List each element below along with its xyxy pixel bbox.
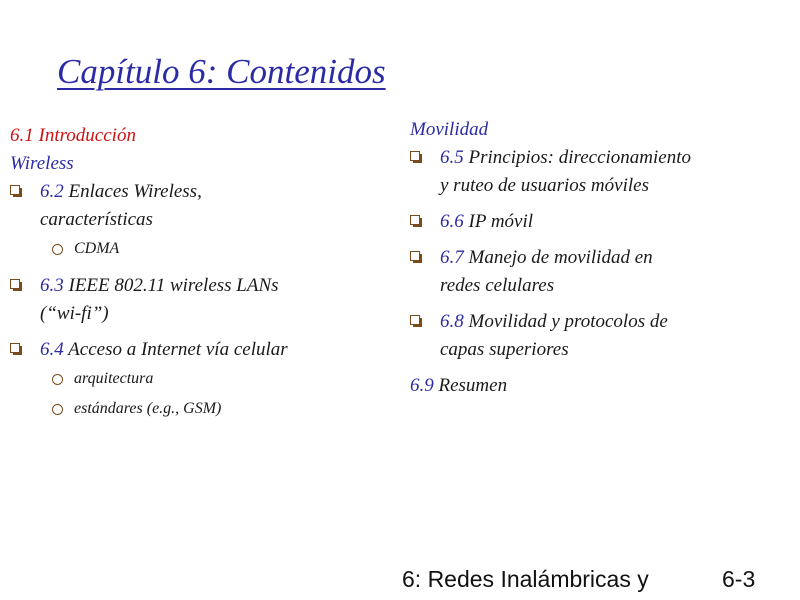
item-text: Manejo de movilidad en bbox=[468, 247, 653, 268]
footer-chapter: 6: Redes Inalámbricas y bbox=[402, 566, 649, 592]
item-number: 6.5 bbox=[440, 147, 464, 168]
list-item-6-6 bbox=[410, 208, 790, 236]
sub-item bbox=[10, 364, 390, 394]
summary-number: 6.9 bbox=[410, 375, 434, 396]
item-text-cont: capas superiores bbox=[440, 339, 569, 360]
checkbox-bullet-icon bbox=[410, 151, 420, 161]
sub-item-label: arquitectura bbox=[74, 370, 154, 387]
list-item-6-5 bbox=[410, 144, 790, 200]
sub-item-label: CDMA bbox=[74, 240, 120, 257]
item-text: Principios: direccionamiento bbox=[468, 147, 691, 168]
checkbox-bullet-icon bbox=[410, 251, 420, 261]
item-number: 6.7 bbox=[440, 247, 464, 268]
item-text-cont: y ruteo de usuarios móviles bbox=[440, 175, 649, 196]
left-column bbox=[10, 122, 390, 424]
checkbox-bullet-icon bbox=[10, 343, 20, 353]
list-item-6-8 bbox=[410, 308, 790, 364]
item-text: Acceso a Internet vía celular bbox=[68, 339, 288, 360]
sub-item-label: estándares (e.g., GSM) bbox=[74, 400, 222, 417]
checkbox-bullet-icon bbox=[10, 279, 20, 289]
list-item-6-2 bbox=[10, 178, 390, 234]
circle-bullet-icon bbox=[52, 374, 63, 385]
item-number: 6.3 bbox=[40, 275, 64, 296]
list-item-6-3 bbox=[10, 272, 390, 328]
list-item-6-4 bbox=[10, 336, 390, 364]
footer-page-number: 6-3 bbox=[722, 566, 756, 592]
circle-bullet-icon bbox=[52, 404, 63, 415]
list-item-6-7 bbox=[410, 244, 790, 300]
sub-item bbox=[10, 234, 390, 264]
item-text-cont: (“wi-fi”) bbox=[40, 303, 109, 324]
item-text: IEEE 802.11 wireless LANs bbox=[68, 275, 279, 296]
item-number: 6.8 bbox=[440, 311, 464, 332]
checkbox-bullet-icon bbox=[410, 215, 420, 225]
mobility-heading: Movilidad bbox=[410, 119, 489, 140]
summary-line bbox=[410, 372, 790, 400]
item-text: Movilidad y protocolos de bbox=[468, 311, 668, 332]
item-text: Enlaces Wireless, bbox=[68, 181, 202, 202]
right-column bbox=[410, 116, 790, 400]
item-number: 6.2 bbox=[40, 181, 64, 202]
intro-line: 6.1 Introducción bbox=[10, 125, 136, 146]
page-title: Capítulo 6: Contenidos bbox=[57, 52, 386, 91]
item-text: IP móvil bbox=[468, 211, 534, 232]
sub-item bbox=[10, 394, 390, 424]
wireless-heading: Wireless bbox=[10, 153, 74, 174]
item-text-cont: redes celulares bbox=[440, 275, 555, 296]
item-text-cont: características bbox=[40, 209, 153, 230]
item-number: 6.4 bbox=[40, 339, 64, 360]
circle-bullet-icon bbox=[52, 244, 63, 255]
summary-text: Resumen bbox=[438, 375, 508, 396]
checkbox-bullet-icon bbox=[10, 185, 20, 195]
checkbox-bullet-icon bbox=[410, 315, 420, 325]
item-number: 6.6 bbox=[440, 211, 464, 232]
